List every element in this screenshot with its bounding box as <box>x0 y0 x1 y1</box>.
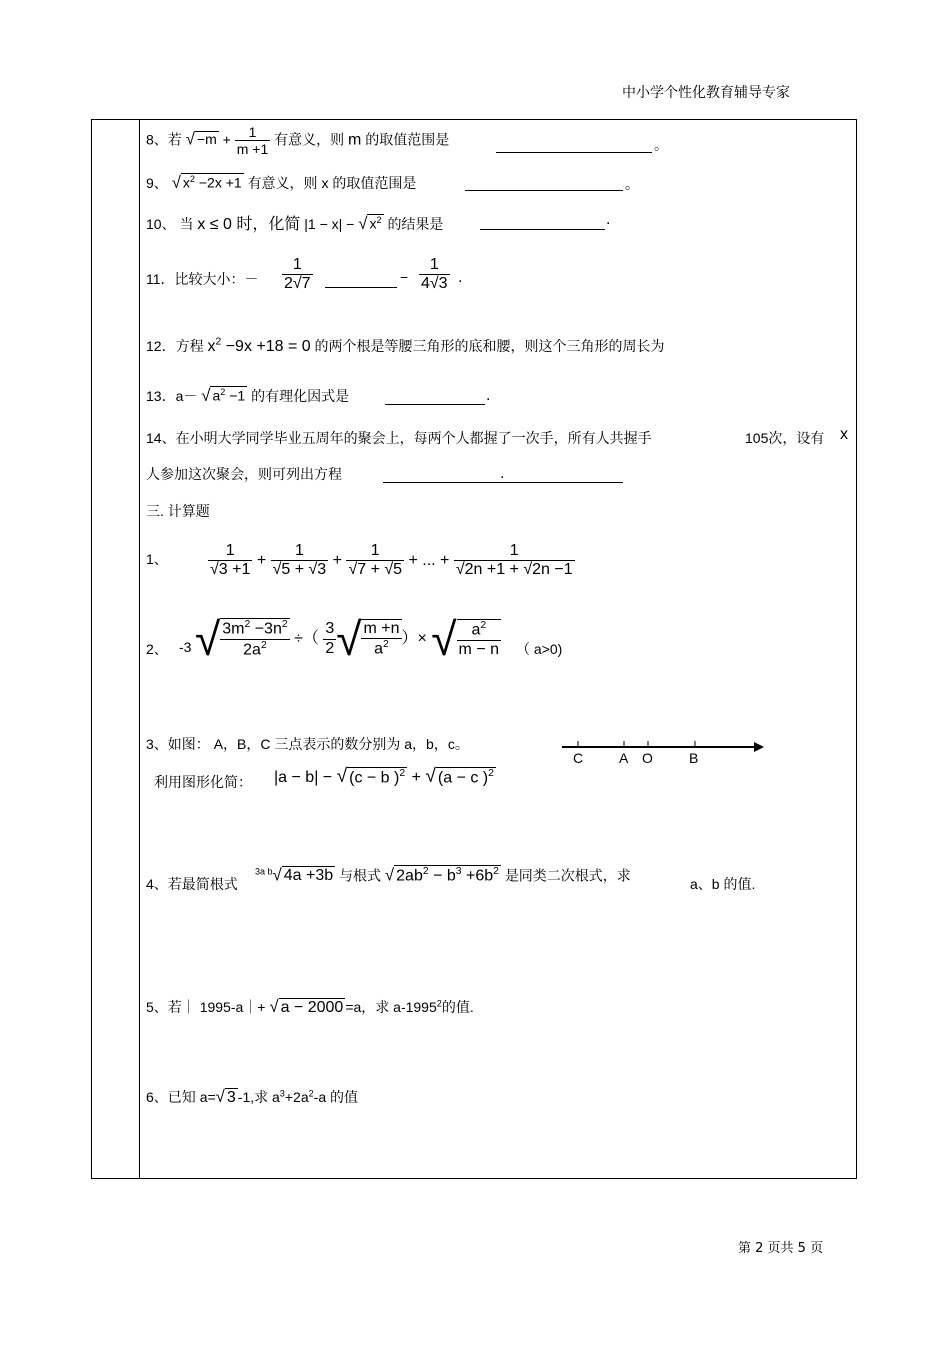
problem-9-tail: 的取值范围是 <box>332 175 417 191</box>
calc-6: 6、已知 a=√ 3 -1,求 $a^3+2a^2-a$ 的值 <box>146 1087 359 1106</box>
calc-4-number: 4、若最简根式 <box>146 876 238 892</box>
calc-1-number: 1、 <box>146 551 168 567</box>
problem-14-line2: 人参加这次聚会，则可列出方程 <box>146 466 342 482</box>
problem-8: 8、若 √ −m + $\frac{1}{m +1}$ 有意义，则 m 的取值范围是 <box>146 124 450 158</box>
problem-10-tail: 的结果是 <box>387 216 444 232</box>
problem-10-cond: x ≤ 0 时，化简 <box>197 216 301 233</box>
calc-3-number: 3、如图： <box>146 736 210 752</box>
calc-4-tail: 是同类二次根式，求 <box>504 867 631 884</box>
label-b: B <box>689 750 699 766</box>
calc-6-eq: a= <box>199 1089 216 1105</box>
problem-13-end: . <box>486 388 491 404</box>
calc-4-mid: 与根式 <box>339 867 382 884</box>
calc-2-expression: √ $\frac{3m^2 -3n^2}{2a^2}$ ÷（ $\frac{3}{2}$ √ $\frac{m +n}{a^2}$ ）× √ $\frac{a^2}{m - n}$ <box>195 613 500 665</box>
problem-8-tail: 的取值范围是 <box>365 131 450 148</box>
answer-blank-8[interactable] <box>496 151 652 153</box>
answer-blank-13[interactable] <box>385 403 485 405</box>
answer-blank-10[interactable] <box>480 228 605 230</box>
calc-5-number: 5、若｜ <box>146 999 196 1015</box>
problem-14-line1: 14、在小明大学同学毕业五周年的聚会上，每两个人都握了一次手，所有人共握手 <box>146 430 652 446</box>
label-o: O <box>642 750 653 766</box>
problem-10: 10、 当 x ≤ 0 时，化简 |1 − x| − √ $x^2$ 的结果是 <box>146 214 444 233</box>
problem-10-number: 10、 当 <box>146 216 194 232</box>
problem-9: 9、 √ $x^2 -2x +1$ 有意义，则 x 的取值范围是 <box>146 173 417 192</box>
table-divider <box>139 119 140 1179</box>
section-title: 三. 计算题 <box>146 503 210 519</box>
number-line <box>558 736 768 768</box>
calc-6-tail3: -a 的值 <box>313 1089 359 1105</box>
answer-blank-11[interactable] <box>325 286 397 288</box>
calc-2-condition: （ a>0) <box>516 641 563 657</box>
calc-5-mid: 1995-a｜+ <box>199 999 266 1015</box>
calc-5: 5、若｜ 1995-a｜+ √ a − 2000 =a，求 a-1995$^2$的值. <box>146 997 474 1016</box>
problem-14-end: . <box>500 466 505 482</box>
label-c: C <box>573 750 584 766</box>
calc-6-number: 6、已知 <box>146 1089 196 1105</box>
calc-1-expression: $\frac{1}{√3 +1}$ + $\frac{1}{√5 + √3}$ + $\frac{1}{√7 + √5}$ + ... + $\frac{1}{√2n +1 + √2n -1}$ <box>210 542 573 579</box>
calc-3-text: A，B，C 三点表示的数分别为 <box>213 736 401 752</box>
problem-8-end: 。 <box>654 138 668 154</box>
problem-14-var: x <box>840 426 848 443</box>
calc-2-coef: -3 <box>179 639 192 655</box>
problem-14-count: 105次，设有 <box>745 430 825 446</box>
problem-11-number: 11．比较大小：－ <box>146 271 259 287</box>
calc-2-number: 2、 <box>146 641 168 657</box>
problem-11-end: . <box>458 270 463 286</box>
fraction-11-b: $\frac{1}{4√3}$ <box>421 256 448 293</box>
arrow-head-icon <box>754 742 764 752</box>
minus-sign: − <box>400 269 409 285</box>
problem-12-number: 12．方程 <box>146 338 204 354</box>
problem-9-text: 有意义，则 <box>247 175 318 191</box>
label-a: A <box>619 750 629 766</box>
calc-4-expression: $^{3a b}$√ 4a +3b 与根式 √ $2ab^2 - b^3 +6b^2$ 是同类二次根式，求 <box>255 865 631 885</box>
page-footer: 第 2 页共 5 页 <box>738 1241 824 1256</box>
page-header: 中小学个性化教育辅导专家 <box>622 85 790 101</box>
calc-3-values: a，b，c。 <box>404 736 469 752</box>
problem-8-var: m <box>348 131 362 149</box>
problem-12-tail: 的两个根是等腰三角形的底和腰，则这个三角形的周长为 <box>314 338 665 354</box>
fraction-11-a: $\frac{1}{2√7}$ <box>284 256 311 293</box>
calc-4-tail2: a、b 的值. <box>690 876 756 892</box>
problem-9-number: 9、 <box>146 175 168 191</box>
calc-5-tail: =a，求 a-1995 <box>345 999 437 1015</box>
answer-blank-9[interactable] <box>465 189 623 191</box>
calc-3-line1 <box>146 734 469 754</box>
calc-6-tail: -1,求 a <box>237 1089 280 1105</box>
problem-8-text: 有意义，则 <box>274 131 345 148</box>
problem-10-end: . <box>606 212 611 228</box>
problem-13-tail: 的有理化因式是 <box>251 388 350 404</box>
calc-5-tail2: 的值. <box>441 999 474 1015</box>
problem-13: 13．a－ √ $a^2 -1$ 的有理化因式是 <box>146 386 350 405</box>
calc-3-line2: 利用图形化简： <box>154 774 252 790</box>
problem-9-var: x <box>321 175 329 191</box>
problem-12: 12．方程 $x^2 -9x +18 = 0$ 的两个根是等腰三角形的底和腰，则这个三角形的周长为 <box>146 336 665 355</box>
problem-8-number: 8、若 <box>146 131 182 148</box>
calc-3-expression: |a − b| − √ (c − b )$^2$ + √ (a − c )$^2$ <box>274 766 494 787</box>
problem-9-end: 。 <box>625 177 639 193</box>
problem-13-number: 13．a－ <box>146 388 198 404</box>
calc-6-tail2: +2a <box>284 1089 309 1105</box>
